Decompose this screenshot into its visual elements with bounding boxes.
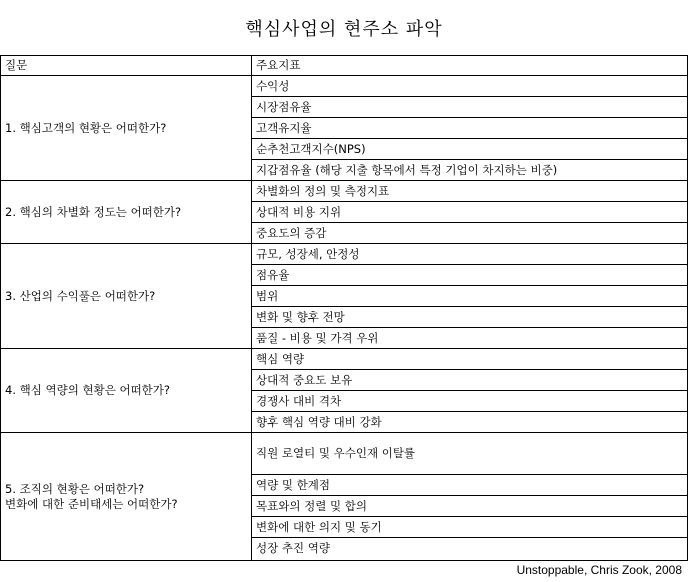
row-divider	[251, 390, 688, 391]
metric-cell: 시장점유율	[256, 100, 312, 114]
row-divider	[251, 327, 688, 328]
metric-cell: 점유율	[256, 268, 290, 282]
row-divider	[251, 201, 688, 202]
metric-cell: 직원 로열티 및 우수인재 이탈률	[256, 446, 416, 460]
metric-cell: 지갑점유율 (해당 지출 항목에서 특정 기업이 차지하는 비중)	[256, 163, 558, 177]
metric-cell: 변화에 대한 의지 및 동기	[256, 520, 382, 534]
metric-cell: 고객유지율	[256, 121, 312, 135]
row-divider	[251, 369, 688, 370]
column-divider	[251, 55, 252, 561]
row-divider	[251, 285, 688, 286]
metric-cell: 역량 및 한계점	[256, 478, 330, 492]
row-divider	[251, 117, 688, 118]
metric-cell: 목표와의 정렬 및 합의	[256, 499, 367, 513]
metric-cell: 성장 추진 역량	[256, 541, 330, 555]
row-divider	[251, 474, 688, 475]
metric-cell: 차별화의 정의 및 측정지표	[256, 184, 390, 198]
metric-cell: 상대적 중요도 보유	[256, 373, 353, 387]
metric-cell: 경쟁사 대비 격차	[256, 394, 342, 408]
metric-cell: 범위	[256, 289, 279, 303]
row-divider	[251, 159, 688, 160]
question-cell: 4. 핵심 역량의 현황은 어떠한가?	[5, 383, 171, 397]
page-title: 핵심사업의 현주소 파악	[245, 18, 443, 40]
question-cell: 1. 핵심고객의 현황은 어떠한가?	[5, 121, 167, 135]
metric-cell: 순추천고객지수(NPS)	[256, 142, 366, 156]
question-cell: 2. 핵심의 차별화 정도는 어떠한가?	[5, 205, 182, 219]
group-divider	[0, 243, 688, 244]
metric-cell: 규모, 성장세, 안정성	[256, 247, 360, 261]
metric-cell: 수익성	[256, 79, 290, 93]
metric-cell: 변화 및 향후 전망	[256, 310, 345, 324]
header-question: 질문	[5, 58, 28, 72]
row-divider	[251, 516, 688, 517]
group-divider	[0, 180, 688, 181]
table-left-border	[0, 55, 1, 561]
row-divider	[251, 411, 688, 412]
metric-cell: 품질 - 비용 및 가격 우위	[256, 331, 379, 345]
group-divider	[0, 432, 688, 433]
group-divider	[0, 348, 688, 349]
row-divider	[251, 222, 688, 223]
row-divider	[251, 537, 688, 538]
table-top-border	[0, 55, 688, 56]
header-divider	[0, 75, 688, 76]
header-metrics: 주요지표	[256, 58, 301, 72]
row-divider	[251, 138, 688, 139]
question-cell: 3. 산업의 수익풀은 어떠한가?	[5, 289, 156, 303]
metric-cell: 중요도의 증감	[256, 226, 327, 240]
metric-cell: 향후 핵심 역량 대비 강화	[256, 415, 382, 429]
metric-cell: 상대적 비용 지위	[256, 205, 342, 219]
question-cell-line-2: 변화에 대한 준비태세는 어떠한가?	[5, 497, 178, 511]
row-divider	[251, 495, 688, 496]
source-citation: Unstoppable, Chris Zook, 2008	[516, 563, 682, 577]
row-divider	[251, 264, 688, 265]
row-divider	[251, 96, 688, 97]
metric-cell: 핵심 역량	[256, 352, 305, 366]
question-cell-line-1: 5. 조직의 현황은 어떠한가?	[5, 482, 145, 496]
row-divider	[251, 306, 688, 307]
